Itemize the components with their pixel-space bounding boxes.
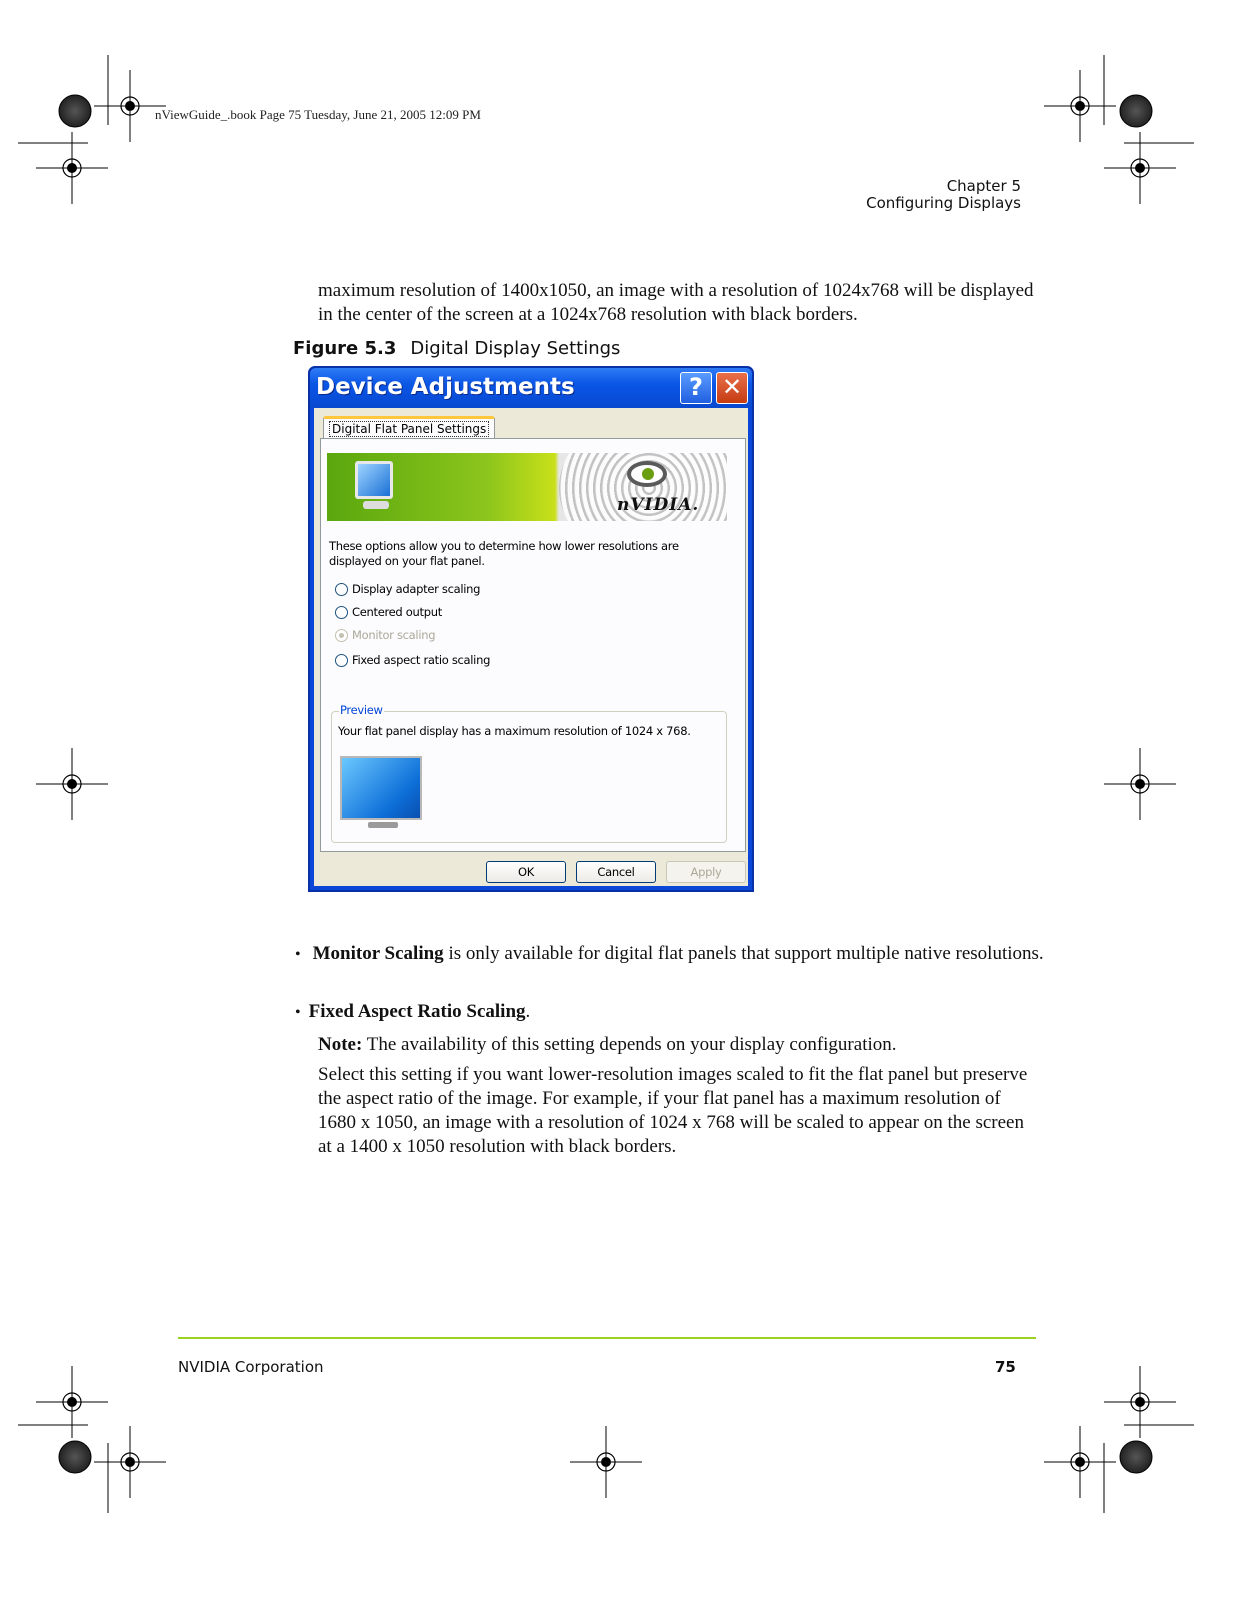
radio-label: Monitor scaling (352, 628, 436, 642)
bullet-text: is only available for digital flat panels that support multiple native resolutions. (443, 943, 1044, 964)
figure-title: Digital Display Settings (410, 338, 621, 359)
detail-paragraph: Select this setting if you want lower-resolution images scaled to fit the flat panel but preserve the aspect ratio of the image. For example, if your flat panel has a maximum resolution of 1680 x 1050, an image with a resolution of 1024 x 768 will be scaled to appear on the screen at a 1400 x 1050 resolution with black borders. (318, 1064, 1028, 1157)
footer-rule (178, 1337, 1036, 1339)
note-label: Note: (318, 1034, 363, 1055)
bullet-icon: • (295, 946, 313, 963)
radio-circle-selected-icon (335, 629, 348, 642)
radio-label: Centered output (352, 605, 442, 619)
intro-paragraph: maximum resolution of 1400x1050, an image with a resolution of 1024x768 will be displayed in the center of the screen at a 1024x768 resolution with black borders. (318, 280, 1034, 325)
options-description: These options allow you to determine how lower resolutions are displayed on your flat panel. (329, 539, 679, 568)
radio-label: Fixed aspect ratio scaling (352, 653, 491, 667)
bullet-fixed-aspect-ratio (295, 1000, 530, 1025)
ok-button[interactable]: OK (486, 861, 566, 883)
bullet-term: Fixed Aspect Ratio Scaling (308, 1001, 526, 1022)
dialog-title: Device Adjustments (316, 374, 575, 400)
radio-fixed-aspect-ratio-scaling[interactable] (335, 652, 490, 668)
close-button[interactable]: ✕ (716, 372, 748, 404)
nvidia-logo-text: nVIDIA. (617, 495, 700, 515)
nvidia-eye-logo-icon (627, 461, 667, 487)
section-label: Configuring Displays (866, 194, 1021, 212)
figure-caption (293, 338, 620, 359)
monitor-icon (355, 461, 393, 499)
radio-circle-icon (335, 606, 348, 619)
preview-groupbox (331, 703, 727, 843)
note (318, 1033, 1038, 1057)
bullet-text: . (525, 1001, 531, 1022)
running-header (866, 178, 1021, 212)
footer-company: NVIDIA Corporation (178, 1358, 324, 1376)
help-button[interactable]: ? (680, 372, 712, 404)
monitor-stand-icon (363, 501, 389, 509)
preview-description: Your flat panel display has a maximum resolution of 1024 x 768. (338, 724, 691, 738)
radio-circle-icon (335, 654, 348, 667)
radio-centered-output[interactable] (335, 604, 442, 620)
note-text: The availability of this setting depends on your display configuration. (362, 1034, 897, 1055)
preview-monitor-image (340, 756, 422, 820)
preview-monitor-stand (368, 822, 398, 828)
apply-button: Apply (666, 861, 746, 883)
radio-label: Display adapter scaling (352, 582, 481, 596)
bullet-icon: • (295, 1004, 309, 1021)
page-number: 75 (995, 1358, 1016, 1376)
nvidia-banner (327, 453, 727, 521)
figure-number: Figure 5.3 (293, 338, 397, 359)
tab-page (320, 438, 746, 852)
dialog-client-area (314, 408, 748, 886)
book-slug: nViewGuide_.book Page 75 Tuesday, June 21, 2005 12:09 PM (155, 107, 481, 122)
chapter-label: Chapter 5 (946, 177, 1021, 195)
tab-digital-flat-panel-settings[interactable] (323, 416, 495, 439)
cancel-button[interactable]: Cancel (576, 861, 656, 883)
bullet-monitor-scaling (295, 942, 1052, 967)
dialog-titlebar[interactable] (310, 368, 752, 408)
radio-circle-icon (335, 583, 348, 596)
device-adjustments-dialog (308, 366, 754, 892)
radio-monitor-scaling (335, 627, 435, 643)
tab-label: Digital Flat Panel Settings (329, 421, 489, 437)
radio-display-adapter-scaling[interactable] (335, 581, 480, 597)
preview-legend: Preview (340, 703, 383, 717)
bullet-term: Monitor Scaling (312, 943, 444, 964)
